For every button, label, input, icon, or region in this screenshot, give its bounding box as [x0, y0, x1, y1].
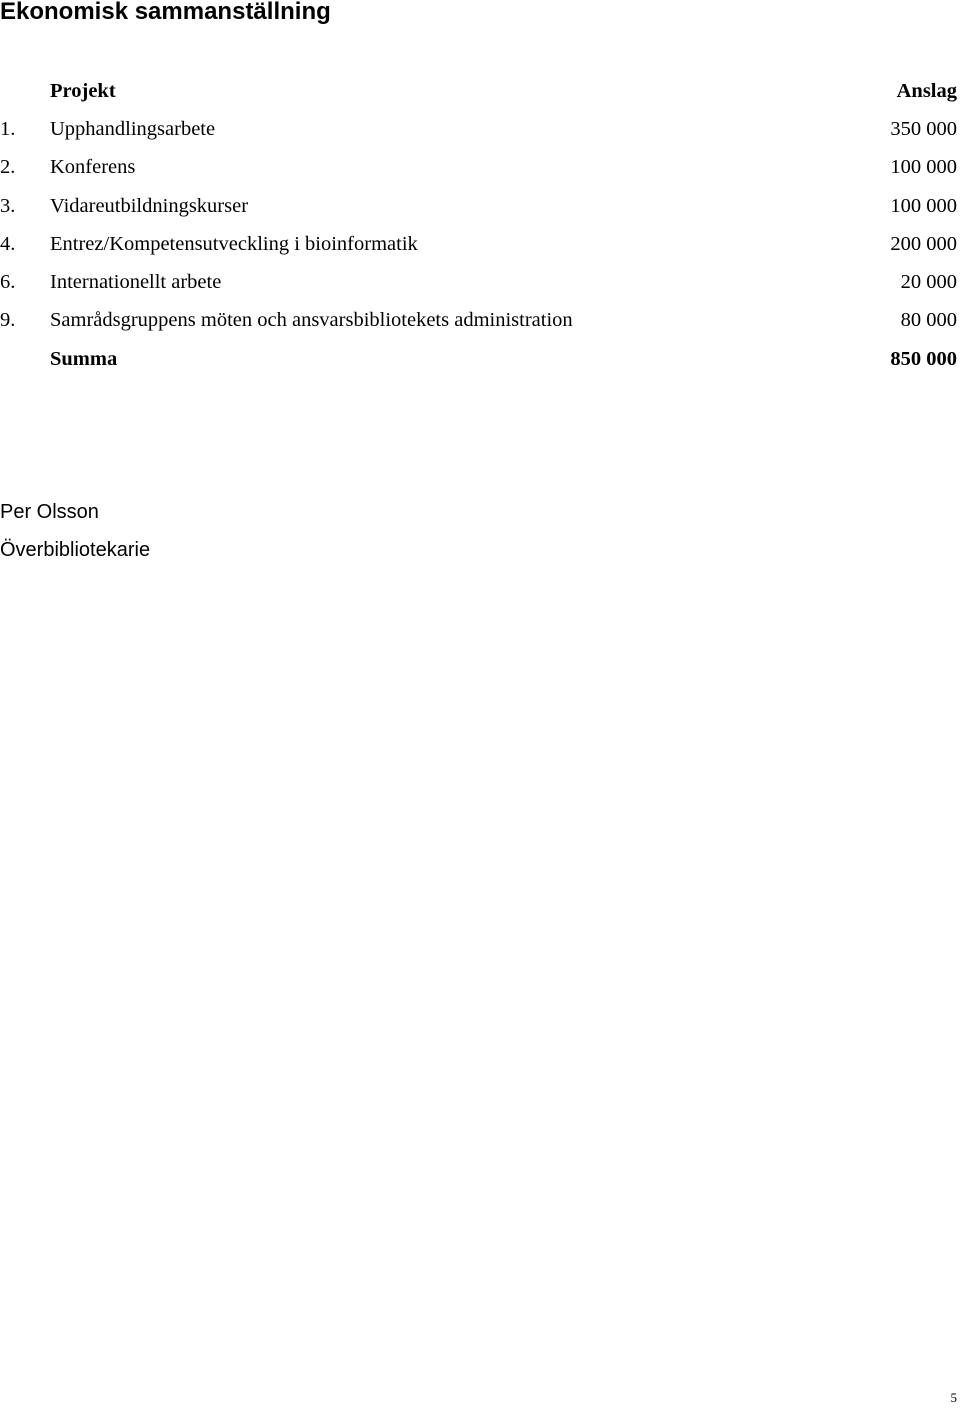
row-project: Konferens [50, 156, 136, 179]
row-amount: 80 000 [900, 309, 957, 332]
header-amount: Anslag [896, 79, 957, 102]
header-number-cell [0, 72, 50, 110]
row-project: Samrådsgruppens möten och ansvarsbibliotekets administration [50, 309, 573, 332]
row-project: Upphandlingsarbete [50, 117, 216, 140]
table-row [0, 302, 957, 340]
table-header-row [0, 72, 957, 110]
signature-name: Per Olsson [0, 501, 99, 523]
row-amount: 100 000 [890, 194, 957, 217]
table-total-row [0, 340, 957, 378]
row-amount: 350 000 [890, 117, 957, 140]
total-amount: 850 000 [890, 347, 957, 370]
total-number-cell [0, 340, 50, 378]
budget-table [0, 72, 957, 378]
total-label: Summa [50, 347, 118, 370]
row-number: 4. [0, 232, 16, 255]
row-number: 1. [0, 117, 16, 140]
page-number: 5 [950, 1390, 957, 1405]
row-project: Vidareutbildningskurser [50, 194, 249, 217]
page-title: Ekonomisk sammanställning [0, 0, 331, 25]
row-amount: 100 000 [890, 156, 957, 179]
row-number: 2. [0, 156, 16, 179]
row-amount: 200 000 [890, 232, 957, 255]
signature-role: Överbibliotekarie [0, 539, 151, 561]
table-row [0, 187, 957, 225]
table-row [0, 225, 957, 263]
table-row [0, 149, 957, 187]
signature-block [0, 493, 150, 569]
row-project: Entrez/Kompetensutveckling i bioinformatik [50, 232, 418, 255]
row-number: 6. [0, 271, 16, 294]
table-row [0, 263, 957, 301]
header-project: Projekt [50, 79, 116, 102]
row-amount: 20 000 [900, 271, 957, 294]
table-row [0, 110, 957, 148]
row-number: 3. [0, 194, 16, 217]
row-project: Internationellt arbete [50, 271, 222, 294]
row-number: 9. [0, 309, 16, 332]
